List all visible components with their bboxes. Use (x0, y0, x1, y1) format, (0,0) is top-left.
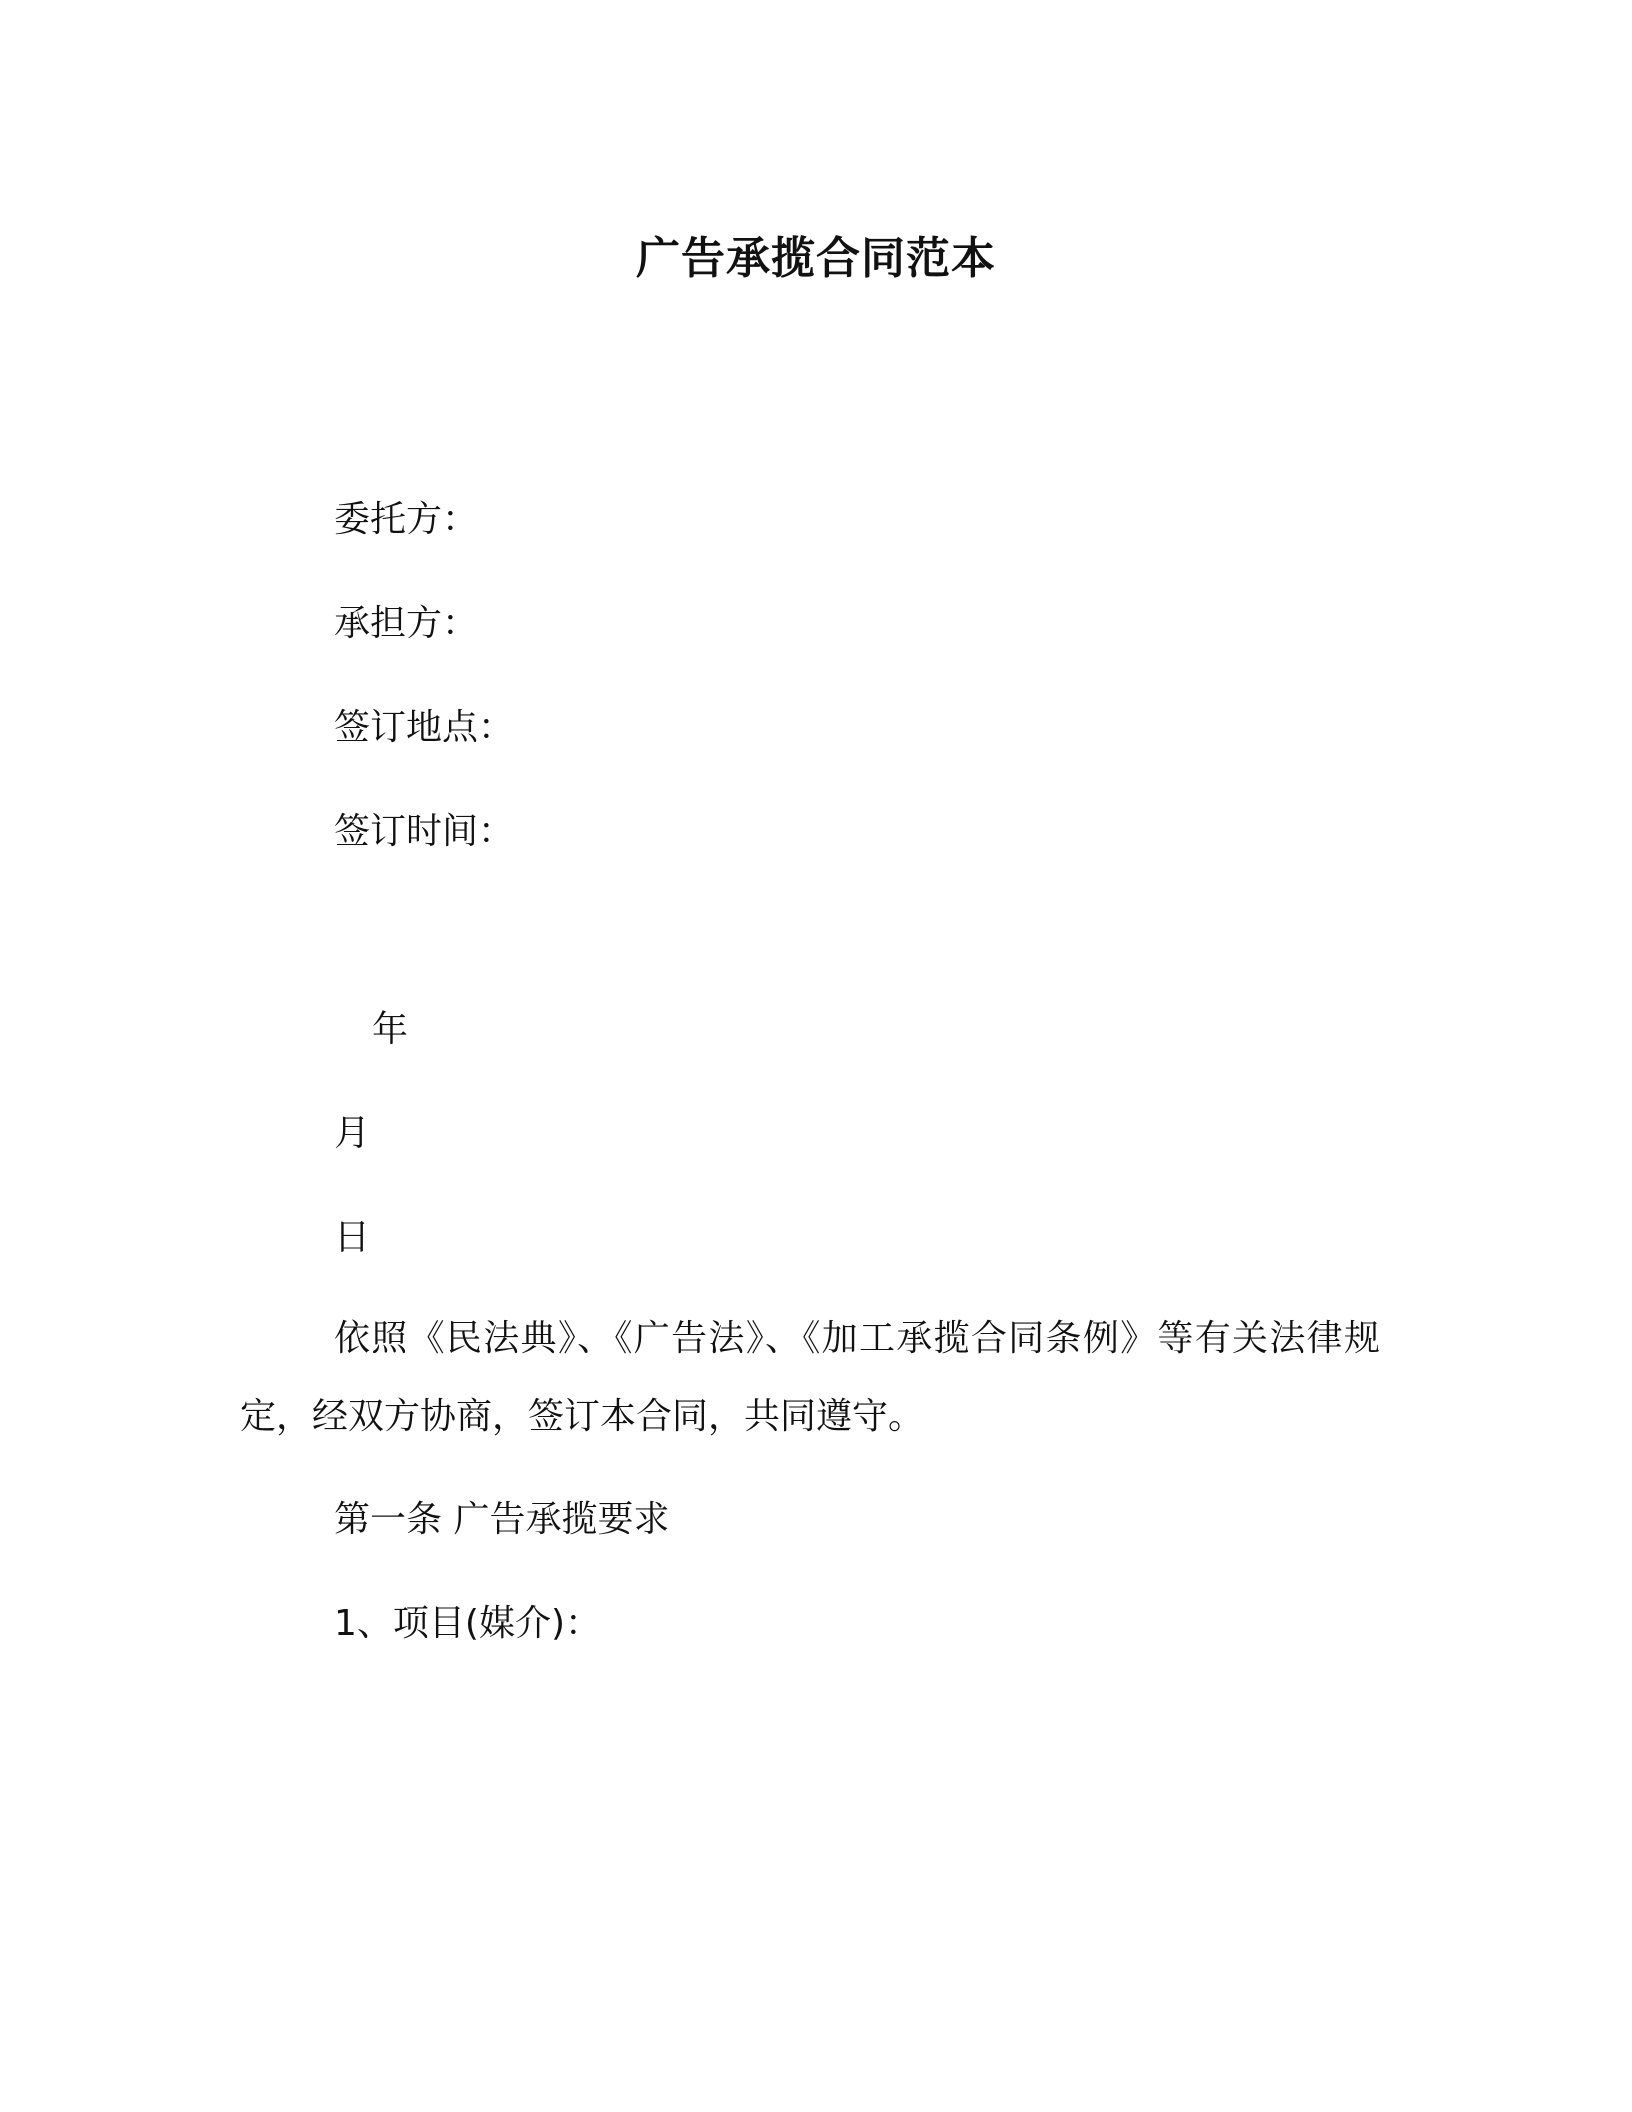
sign-place-field-label: 签订地点： (334, 707, 515, 748)
article-1-heading: 第一条 广告承揽要求 (334, 1499, 670, 1540)
intro-paragraph: 依照《民法典》、《广告法》、《加工承揽合同条例》等有关法律规定，经双方协商，签订本合同，共同遵守。 (240, 1318, 1380, 1437)
date-day-label: 日 (334, 1217, 371, 1258)
client-field-label: 委托方： (334, 499, 479, 540)
article-1-item-1: 1、项目(媒介)： (334, 1603, 601, 1644)
document-title: 广告承揽合同范本 (636, 233, 996, 284)
sign-time-field-label: 签订时间： (334, 811, 515, 852)
date-year-label: 年 (372, 1009, 409, 1050)
contractor-field-label: 承担方： (334, 603, 479, 644)
date-month-label: 月 (334, 1113, 371, 1154)
